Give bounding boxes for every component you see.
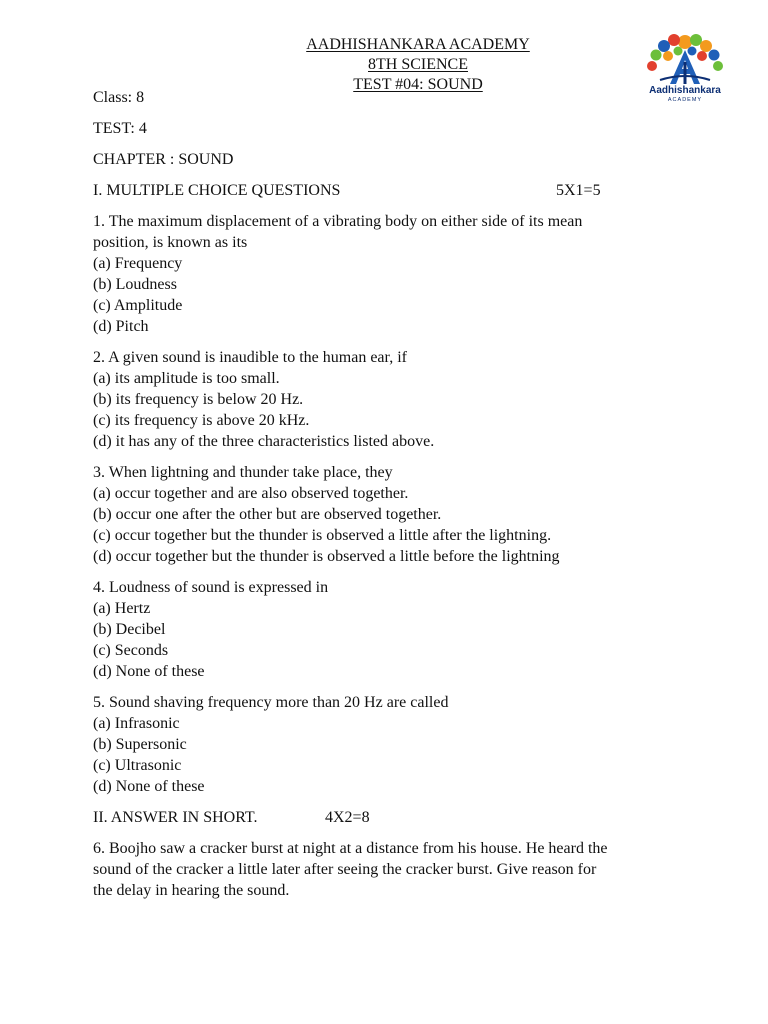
option-a: (a) Frequency [93,255,183,272]
option-c: (c) occur together but the thunder is observed a little after the lightning. [93,527,552,544]
question-5 [93,692,693,797]
option-a: (a) its amplitude is too small. [93,370,280,387]
option-c: (c) Amplitude [93,297,183,314]
option-d: (d) None of these [93,778,205,795]
option-b: (b) Loudness [93,276,177,293]
document-body [93,87,693,901]
section-mcq-title: I. MULTIPLE CHOICE QUESTIONS [93,182,341,199]
section-mcq-marks: 5X1=5 [556,182,601,199]
option-a: (a) Hertz [93,600,151,617]
option-d: (d) Pitch [93,318,149,335]
subject-title: 8TH SCIENCE [368,56,468,73]
option-d: (d) None of these [93,663,205,680]
logo-text-main: Aadhishankara [649,85,721,96]
option-a: (a) occur together and are also observed together. [93,485,409,502]
test-title: TEST #04: SOUND [353,76,483,93]
option-c: (c) its frequency is above 20 kHz. [93,412,310,429]
logo-text-sub: ACADEMY [667,97,703,103]
option-b: (b) Supersonic [93,736,187,753]
section-mcq-heading [93,180,693,201]
option-c: (c) Seconds [93,642,169,659]
question-text: the delay in hearing the sound. [93,882,290,899]
question-text: 1. The maximum displacement of a vibrating body on either side of its mean [93,213,583,230]
chapter-label: CHAPTER : SOUND [93,151,234,168]
option-b: (b) its frequency is below 20 Hz. [93,391,304,408]
option-c: (c) Ultrasonic [93,757,182,774]
question-text: 3. When lightning and thunder take place, they [93,464,393,481]
academy-name: AADHISHANKARA ACADEMY [306,36,530,53]
option-d: (d) it has any of the three characteristics listed above. [93,433,435,450]
question-1 [93,211,693,337]
option-d: (d) occur together but the thunder is observed a little before the lightning [93,548,560,565]
section-short-heading [93,807,693,828]
option-b: (b) Decibel [93,621,166,638]
question-text: sound of the cracker a little later after seeing the cracker burst. Give reason for [93,861,597,878]
class-label: Class: 8 [93,89,145,106]
question-3 [93,462,693,567]
question-6 [93,838,693,901]
option-b: (b) occur one after the other but are observed together. [93,506,442,523]
question-2 [93,347,693,452]
question-text: 2. A given sound is inaudible to the human ear, if [93,349,407,366]
question-text: 6. Boojho saw a cracker burst at night at a distance from his house. He heard the [93,840,608,857]
test-label: TEST: 4 [93,120,147,137]
section-short-marks: 4X2=8 [325,809,370,826]
question-text: position, is known as its [93,234,248,251]
option-a: (a) Infrasonic [93,715,180,732]
question-text: 4. Loudness of sound is expressed in [93,579,329,596]
question-4 [93,577,693,682]
section-short-title: II. ANSWER IN SHORT. [93,809,258,826]
question-text: 5. Sound shaving frequency more than 20 Hz are called [93,694,449,711]
